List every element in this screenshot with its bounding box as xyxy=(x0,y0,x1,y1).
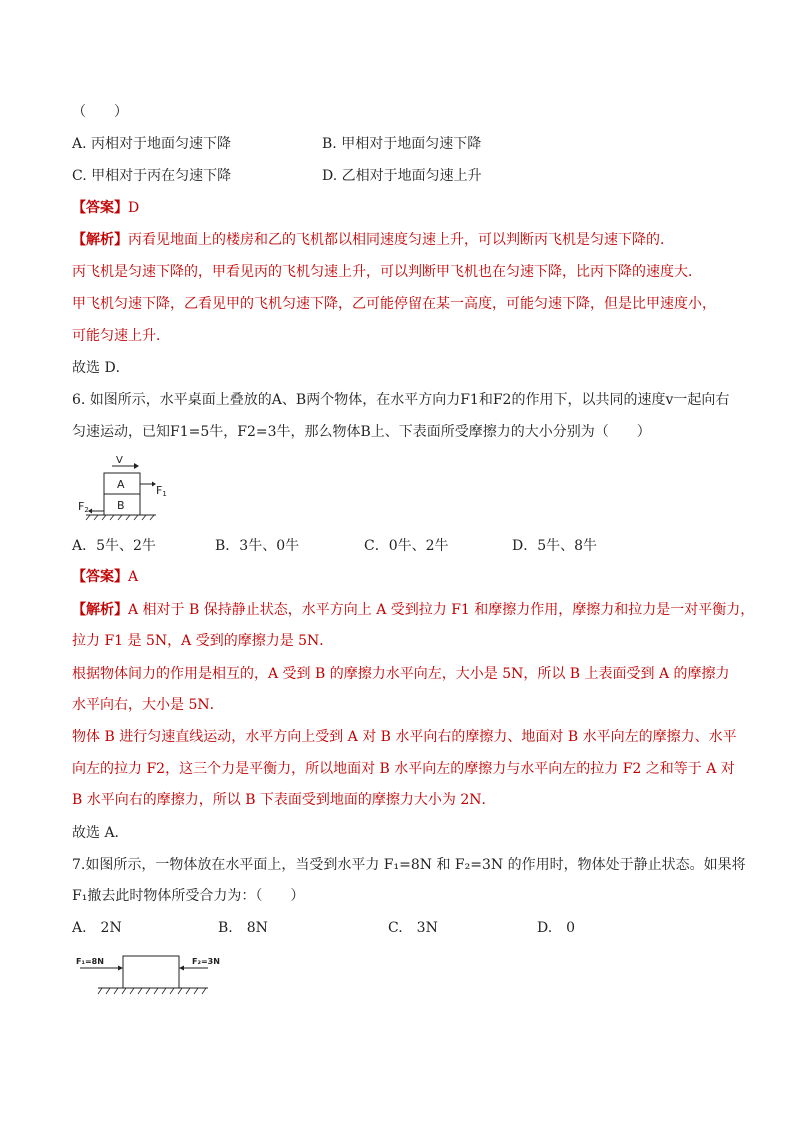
block xyxy=(123,956,179,988)
q5-paren: （ ） xyxy=(72,104,128,120)
q6-analysis-line-7: B 水平向右的摩擦力，所以 B 下表面受到地面的摩擦力大小为 2N． xyxy=(72,792,496,808)
q6-option-c: C．0牛、2牛 xyxy=(364,538,449,554)
q6-stem-line-2: 匀速运动，已知F1=5牛，F2=3牛，那么物体B上、下表面所受摩擦力的大小分别为（ ） xyxy=(72,424,651,440)
q6-analysis-line-2: 拉力 F1 是 5N，A 受到的摩擦力是 5N． xyxy=(72,633,334,649)
q7-option-c: C. 3N xyxy=(388,920,438,936)
q5-option-d: D. 乙相对于地面匀速上升 xyxy=(322,168,482,184)
answer-value: A xyxy=(128,569,139,585)
analysis-label: 【解析】 xyxy=(72,232,128,248)
q6-answer xyxy=(72,567,138,587)
q5-analysis-line-2: 丙飞机是匀速下降的，甲看见丙的飞机匀速上升，可以判断甲飞机也在匀速下降，比丙下降的速度大． xyxy=(72,264,702,280)
q6-figure xyxy=(72,452,192,524)
block-a-label: A xyxy=(117,478,125,491)
q5-option-b: B. 甲相对于地面匀速下降 xyxy=(322,136,482,152)
q7-stem-line-1: 7.如图所示，一物体放在水平面上，当受到水平力 F₁=8N 和 F₂=3N 的作用时，物体处于静止状态。如果将 xyxy=(72,857,746,873)
q6-analysis-line-1 xyxy=(72,600,754,620)
q5-analysis-line-3: 甲飞机匀速下降，乙看见甲的飞机匀速下降，乙可能停留在某一高度，可能匀速下降，但是比甲速度小， xyxy=(72,296,716,312)
q6-conclusion: 故选 A． xyxy=(72,825,129,841)
q6-analysis-line-6: 向左的拉力 F2，这三个力是平衡力，所以地面对 B 水平向左的摩擦力与水平向左的拉力 F2 之和等于 A 对 xyxy=(72,761,735,777)
f2-label: F2 xyxy=(78,500,89,514)
velocity-arrowhead xyxy=(134,463,139,469)
ground-hatch xyxy=(98,988,206,994)
answer-value: D xyxy=(128,200,140,216)
q5-analysis-line-4: 可能匀速上升． xyxy=(72,328,170,344)
f2-arrowhead xyxy=(179,966,184,971)
q6-stem-line-1: 6. 如图所示，水平桌面上叠放的A、B两个物体，在水平方向力F1和F2的作用下，以共同的速度v一起向右 xyxy=(72,392,730,408)
analysis-label: 【解析】 xyxy=(72,602,128,618)
analysis-text: A 相对于 B 保持静止状态，水平方向上 A 受到拉力 F1 和摩擦力作用，摩擦力和拉力是一对平衡力， xyxy=(128,602,755,618)
q7-figure xyxy=(72,950,232,998)
q6-analysis-line-4: 水平向右，大小是 5N． xyxy=(72,697,224,713)
q5-conclusion: 故选 D． xyxy=(72,360,130,376)
q6-option-d: D．5牛、8牛 xyxy=(512,538,598,554)
f2-label: F₂=3N xyxy=(192,957,220,966)
f1-arrowhead xyxy=(118,966,123,971)
answer-label: 【答案】 xyxy=(72,569,128,585)
q7-stem-line-2: F₁撤去此时物体所受合力为：（ ） xyxy=(72,888,305,904)
answer-label: 【答案】 xyxy=(72,200,128,216)
q6-option-b: B．3牛、0牛 xyxy=(215,538,300,554)
q6-option-a: A．5牛、2牛 xyxy=(72,538,156,554)
q7-option-b: B. 8N xyxy=(218,920,268,936)
velocity-label: V xyxy=(116,455,123,466)
q6-analysis-line-3: 根据物体间力的作用是相互的，A 受到 B 的摩擦力水平向左，大小是 5N，所以 B 上表面受到 A 的摩擦力 xyxy=(72,666,730,682)
analysis-text: 丙看见地面上的楼房和乙的飞机都以相同速度匀速上升，可以判断丙飞机是匀速下降的． xyxy=(128,232,674,248)
q5-answer xyxy=(72,198,139,218)
q5-option-a: A. 丙相对于地面匀速下降 xyxy=(72,136,232,152)
block-b-label: B xyxy=(117,499,125,512)
f1-label: F1 xyxy=(156,484,167,498)
ground-hatch xyxy=(86,515,154,520)
f1-label: F₁=8N xyxy=(76,957,104,966)
q7-option-a: A. 2N xyxy=(72,920,122,936)
q5-analysis-line-1 xyxy=(72,230,674,250)
q7-option-d: D. 0 xyxy=(537,920,576,936)
q6-analysis-line-5: 物体 B 进行匀速直线运动，水平方向上受到 A 对 B 水平向右的摩擦力、地面对 B 水平向左的摩擦力、水平 xyxy=(72,729,737,745)
q5-option-c: C. 甲相对于丙在匀速下降 xyxy=(72,168,232,184)
